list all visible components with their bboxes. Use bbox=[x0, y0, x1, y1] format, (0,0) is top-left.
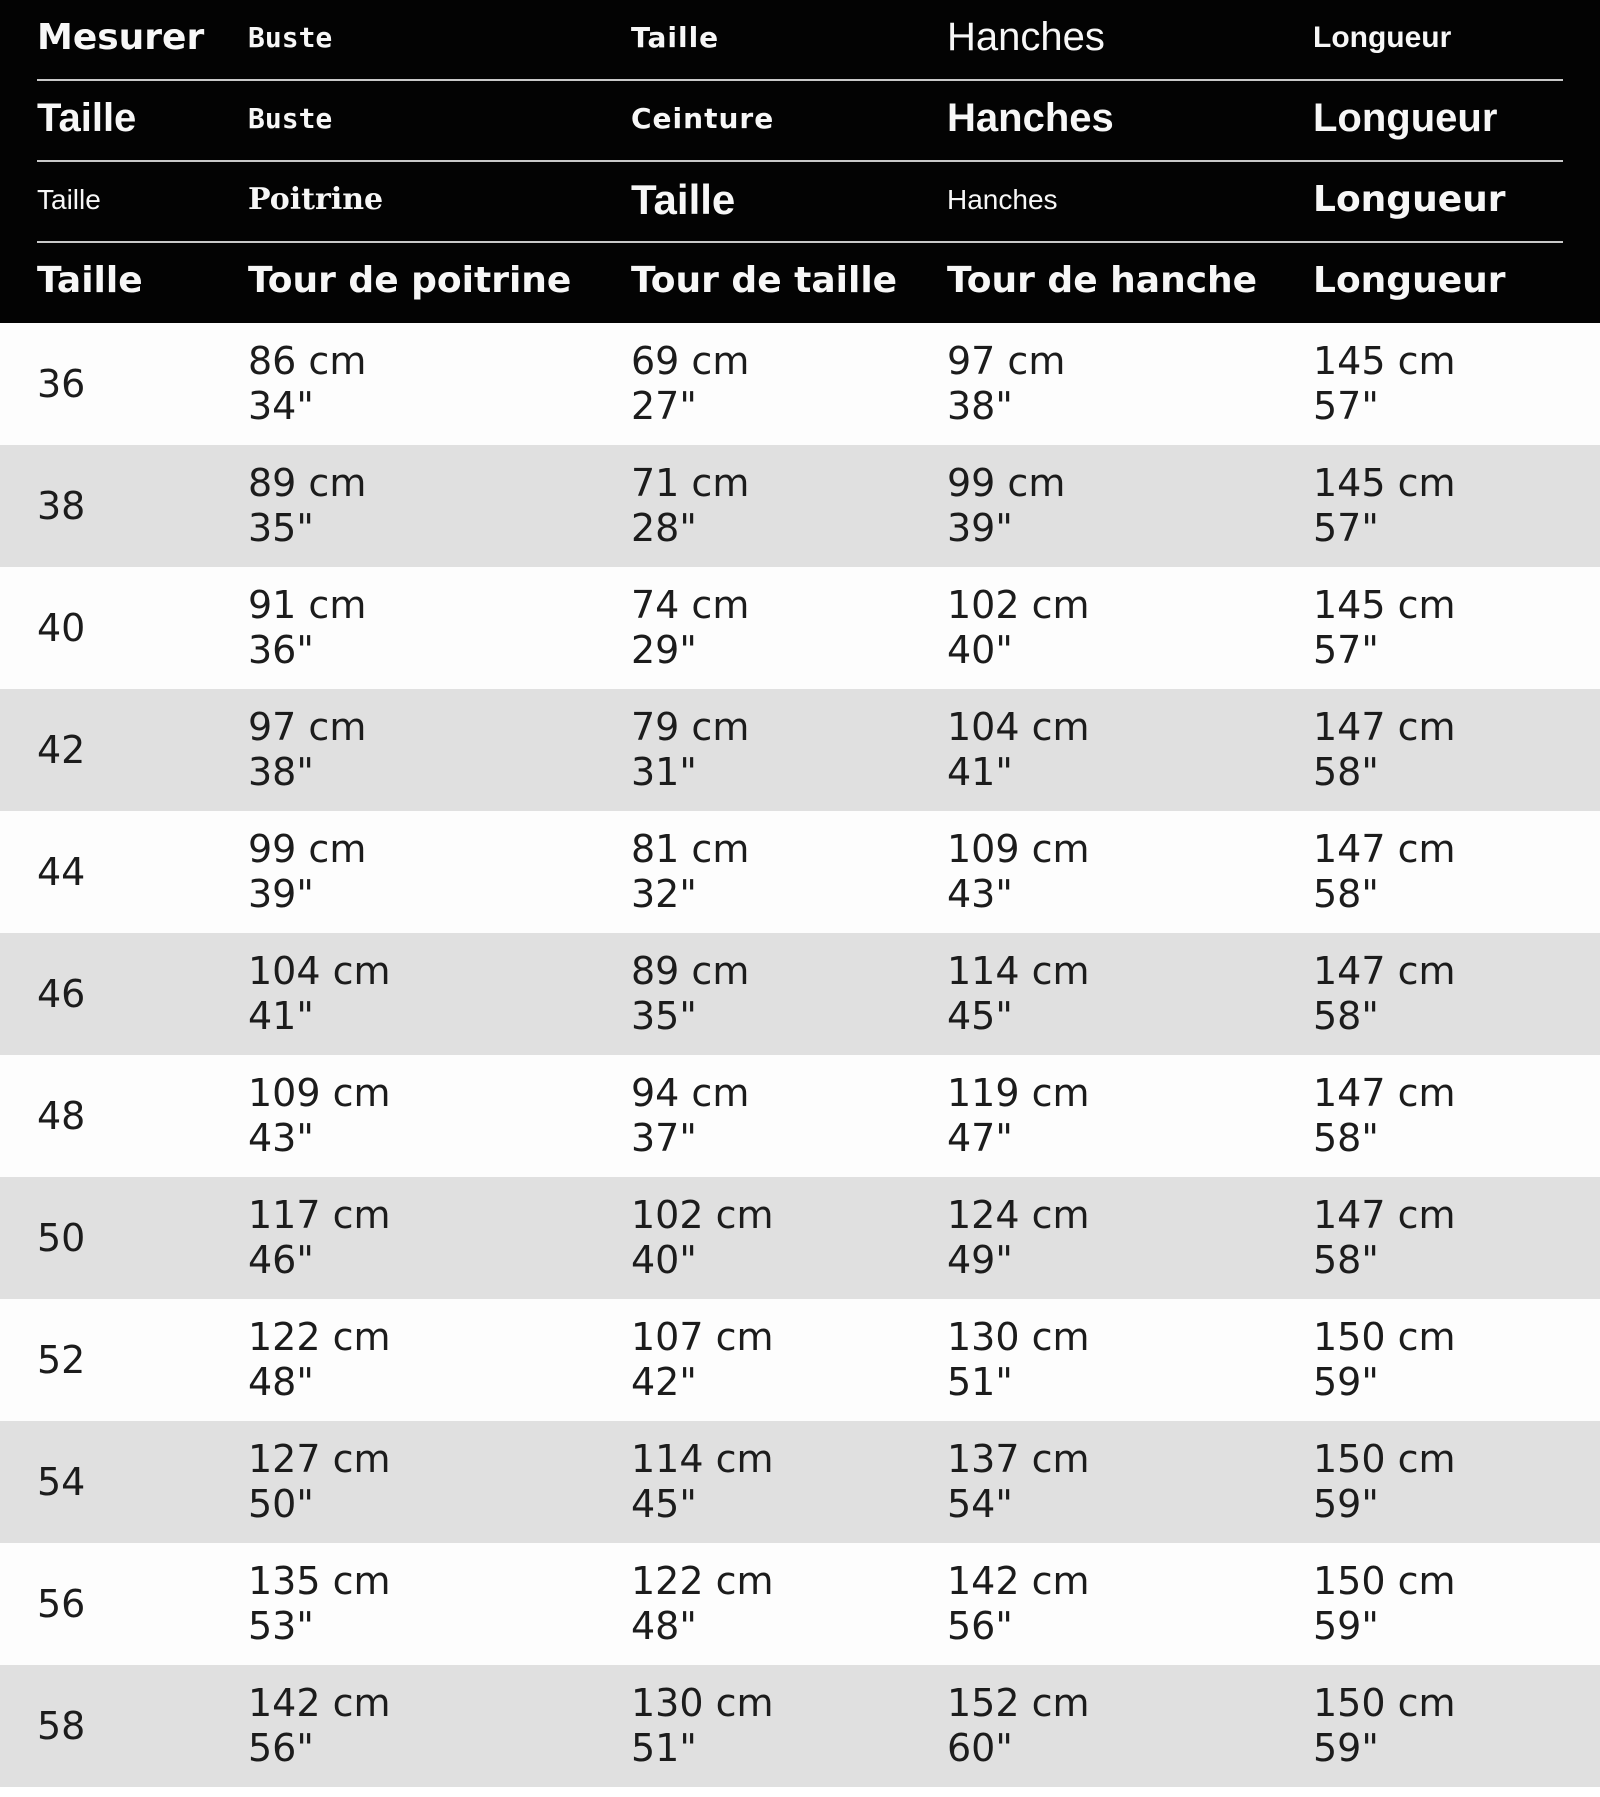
bust-cm: 127 cm bbox=[248, 1437, 391, 1481]
bust-cell bbox=[248, 583, 366, 673]
length-in: 58" bbox=[1313, 872, 1379, 916]
length-cell bbox=[1313, 1437, 1456, 1527]
length-cm: 147 cm bbox=[1313, 1193, 1456, 1237]
header-row-3 bbox=[0, 162, 1600, 243]
bust-cm: 109 cm bbox=[248, 1071, 391, 1115]
size-cell: 40 bbox=[37, 606, 86, 650]
length-cm: 150 cm bbox=[1313, 1437, 1456, 1481]
table-row bbox=[0, 1299, 1600, 1421]
hip-cm: 142 cm bbox=[947, 1559, 1090, 1603]
bust-cm: 86 cm bbox=[248, 339, 367, 383]
header-cell: Buste bbox=[248, 21, 333, 54]
hip-cm: 124 cm bbox=[947, 1193, 1090, 1237]
hip-cm: 137 cm bbox=[947, 1437, 1090, 1481]
bust-in: 43" bbox=[248, 1116, 314, 1160]
header-cell: Longueur bbox=[1313, 20, 1452, 54]
length-in: 57" bbox=[1313, 628, 1379, 672]
waist-cell bbox=[631, 1681, 774, 1771]
bust-cell bbox=[248, 1071, 391, 1161]
bust-cell bbox=[248, 949, 391, 1039]
waist-cm: 69 cm bbox=[631, 339, 750, 383]
length-cell bbox=[1313, 1315, 1456, 1405]
bust-cm: 99 cm bbox=[248, 827, 367, 871]
header-cell: Longueur bbox=[1313, 179, 1506, 220]
header-cell: Hanches bbox=[947, 96, 1114, 140]
length-cm: 147 cm bbox=[1313, 827, 1456, 871]
header-cell: Ceinture bbox=[631, 102, 775, 135]
header-row-2 bbox=[0, 81, 1600, 162]
hip-in: 56" bbox=[947, 1604, 1013, 1648]
table-row bbox=[0, 567, 1600, 689]
hip-in: 39" bbox=[947, 506, 1013, 550]
hip-in: 43" bbox=[947, 872, 1013, 916]
table-row bbox=[0, 445, 1600, 567]
waist-cm: 79 cm bbox=[631, 705, 750, 749]
size-cell: 52 bbox=[37, 1338, 86, 1382]
length-cm: 145 cm bbox=[1313, 461, 1456, 505]
size-cell: 58 bbox=[37, 1704, 86, 1748]
header-cell: Taille bbox=[37, 96, 137, 140]
bust-cm: 142 cm bbox=[248, 1681, 391, 1725]
hip-in: 49" bbox=[947, 1238, 1013, 1282]
size-cell: 54 bbox=[37, 1460, 86, 1504]
header-cell: Hanches bbox=[947, 183, 1058, 215]
length-cell bbox=[1313, 461, 1456, 551]
length-cm: 147 cm bbox=[1313, 949, 1456, 993]
bust-in: 34" bbox=[248, 384, 314, 428]
length-in: 57" bbox=[1313, 506, 1379, 550]
bust-in: 35" bbox=[248, 506, 314, 550]
header-cell: Longueur bbox=[1313, 96, 1498, 140]
bust-in: 56" bbox=[248, 1726, 314, 1770]
length-in: 59" bbox=[1313, 1726, 1379, 1770]
length-in: 58" bbox=[1313, 994, 1379, 1038]
waist-cell bbox=[631, 1071, 749, 1161]
bust-cell bbox=[248, 1559, 391, 1649]
hip-in: 41" bbox=[947, 750, 1013, 794]
hip-cm: 102 cm bbox=[947, 583, 1090, 627]
size-cell: 38 bbox=[37, 484, 86, 528]
bust-cm: 122 cm bbox=[248, 1315, 391, 1359]
header-cell: Taille bbox=[37, 260, 143, 301]
hip-in: 38" bbox=[947, 384, 1013, 428]
hip-cell bbox=[947, 461, 1065, 551]
table-row bbox=[0, 1543, 1600, 1665]
length-in: 59" bbox=[1313, 1482, 1379, 1526]
header-cell: Longueur bbox=[1313, 260, 1506, 301]
hip-cell bbox=[947, 949, 1090, 1039]
length-in: 58" bbox=[1313, 1116, 1379, 1160]
header-row-1 bbox=[0, 0, 1600, 81]
header-cell: Tour de taille bbox=[631, 260, 898, 301]
waist-cell bbox=[631, 827, 749, 917]
size-cell: 44 bbox=[37, 850, 86, 894]
header-cell: Hanches bbox=[947, 15, 1105, 59]
hip-cm: 109 cm bbox=[947, 827, 1090, 871]
hip-cm: 119 cm bbox=[947, 1071, 1090, 1115]
waist-cell bbox=[631, 1315, 774, 1405]
waist-cell bbox=[631, 461, 749, 551]
table-row bbox=[0, 323, 1600, 445]
waist-in: 31" bbox=[631, 750, 697, 794]
length-in: 58" bbox=[1313, 1238, 1379, 1282]
size-cell: 48 bbox=[37, 1094, 86, 1138]
hip-cell bbox=[947, 827, 1090, 917]
waist-cell bbox=[631, 339, 749, 429]
hip-cm: 152 cm bbox=[947, 1681, 1090, 1725]
hip-cell bbox=[947, 1071, 1090, 1161]
hip-cell bbox=[947, 1681, 1090, 1771]
waist-in: 51" bbox=[631, 1726, 697, 1770]
waist-in: 35" bbox=[631, 994, 697, 1038]
hip-cell bbox=[947, 1315, 1090, 1405]
bust-cell bbox=[248, 1681, 391, 1771]
waist-in: 48" bbox=[631, 1604, 697, 1648]
bust-in: 41" bbox=[248, 994, 314, 1038]
length-cell bbox=[1313, 1193, 1456, 1283]
length-cm: 150 cm bbox=[1313, 1559, 1456, 1603]
hip-cm: 97 cm bbox=[947, 339, 1066, 383]
header-cell: Taille bbox=[37, 183, 101, 215]
header-cell: Tour de poitrine bbox=[248, 260, 572, 301]
header-cell: Taille bbox=[631, 175, 736, 223]
hip-in: 54" bbox=[947, 1482, 1013, 1526]
table-row bbox=[0, 933, 1600, 1055]
table-body bbox=[0, 323, 1600, 1787]
waist-cm: 71 cm bbox=[631, 461, 750, 505]
length-in: 58" bbox=[1313, 750, 1379, 794]
waist-cm: 81 cm bbox=[631, 827, 750, 871]
waist-in: 37" bbox=[631, 1116, 697, 1160]
hip-cell bbox=[947, 583, 1090, 673]
hip-cm: 130 cm bbox=[947, 1315, 1090, 1359]
waist-cell bbox=[631, 583, 749, 673]
bust-cell bbox=[248, 827, 366, 917]
hip-in: 40" bbox=[947, 628, 1013, 672]
size-cell: 56 bbox=[37, 1582, 86, 1626]
waist-cm: 122 cm bbox=[631, 1559, 774, 1603]
header-cell: Mesurer bbox=[37, 17, 205, 58]
hip-in: 60" bbox=[947, 1726, 1013, 1770]
table-row bbox=[0, 1421, 1600, 1543]
waist-in: 45" bbox=[631, 1482, 697, 1526]
bust-cell bbox=[248, 339, 366, 429]
length-cell bbox=[1313, 949, 1456, 1039]
waist-cm: 107 cm bbox=[631, 1315, 774, 1359]
bust-in: 48" bbox=[248, 1360, 314, 1404]
header-cell: Buste bbox=[248, 102, 333, 135]
length-cell bbox=[1313, 583, 1456, 673]
bust-cm: 104 cm bbox=[248, 949, 391, 993]
size-cell: 50 bbox=[37, 1216, 86, 1260]
length-cell bbox=[1313, 827, 1456, 917]
waist-cm: 94 cm bbox=[631, 1071, 750, 1115]
waist-cm: 114 cm bbox=[631, 1437, 774, 1481]
length-cm: 150 cm bbox=[1313, 1681, 1456, 1725]
bust-in: 46" bbox=[248, 1238, 314, 1282]
hip-in: 51" bbox=[947, 1360, 1013, 1404]
length-cm: 145 cm bbox=[1313, 339, 1456, 383]
header-cell: Taille bbox=[631, 21, 720, 54]
bust-in: 50" bbox=[248, 1482, 314, 1526]
table-row bbox=[0, 811, 1600, 933]
waist-cell bbox=[631, 1559, 774, 1649]
header-row-4 bbox=[0, 243, 1600, 324]
length-in: 59" bbox=[1313, 1360, 1379, 1404]
table-row bbox=[0, 1665, 1600, 1787]
bust-cell bbox=[248, 705, 366, 795]
waist-in: 40" bbox=[631, 1238, 697, 1282]
waist-cm: 89 cm bbox=[631, 949, 750, 993]
bust-cm: 117 cm bbox=[248, 1193, 391, 1237]
waist-in: 29" bbox=[631, 628, 697, 672]
header-cell: Tour de hanche bbox=[947, 260, 1258, 301]
waist-cm: 74 cm bbox=[631, 583, 750, 627]
hip-in: 47" bbox=[947, 1116, 1013, 1160]
length-cell bbox=[1313, 1559, 1456, 1649]
waist-cell bbox=[631, 1437, 774, 1527]
bust-cell bbox=[248, 1193, 391, 1283]
waist-cell bbox=[631, 949, 749, 1039]
bust-cm: 89 cm bbox=[248, 461, 367, 505]
waist-cell bbox=[631, 1193, 774, 1283]
length-cm: 145 cm bbox=[1313, 583, 1456, 627]
hip-cm: 99 cm bbox=[947, 461, 1066, 505]
table-row bbox=[0, 1177, 1600, 1299]
length-cell bbox=[1313, 1681, 1456, 1771]
hip-cell bbox=[947, 339, 1065, 429]
size-cell: 42 bbox=[37, 728, 86, 772]
hip-cm: 114 cm bbox=[947, 949, 1090, 993]
length-cell bbox=[1313, 705, 1456, 795]
waist-in: 28" bbox=[631, 506, 697, 550]
bust-cm: 91 cm bbox=[248, 583, 367, 627]
bust-cell bbox=[248, 1437, 391, 1527]
length-cm: 147 cm bbox=[1313, 1071, 1456, 1115]
size-cell: 36 bbox=[37, 362, 86, 406]
waist-in: 27" bbox=[631, 384, 697, 428]
length-in: 57" bbox=[1313, 384, 1379, 428]
table-row bbox=[0, 1055, 1600, 1177]
hip-cell bbox=[947, 1437, 1090, 1527]
hip-in: 45" bbox=[947, 994, 1013, 1038]
bust-in: 38" bbox=[248, 750, 314, 794]
bust-in: 39" bbox=[248, 872, 314, 916]
bust-in: 36" bbox=[248, 628, 314, 672]
length-in: 59" bbox=[1313, 1604, 1379, 1648]
waist-in: 32" bbox=[631, 872, 697, 916]
bust-cm: 97 cm bbox=[248, 705, 367, 749]
waist-in: 42" bbox=[631, 1360, 697, 1404]
waist-cell bbox=[631, 705, 749, 795]
bust-cell bbox=[248, 461, 366, 551]
length-cm: 150 cm bbox=[1313, 1315, 1456, 1359]
header-cell: Poitrine bbox=[248, 182, 384, 217]
size-cell: 46 bbox=[37, 972, 86, 1016]
length-cell bbox=[1313, 1071, 1456, 1161]
bust-cm: 135 cm bbox=[248, 1559, 391, 1603]
hip-cell bbox=[947, 705, 1090, 795]
bust-cell bbox=[248, 1315, 391, 1405]
hip-cell bbox=[947, 1193, 1090, 1283]
hip-cm: 104 cm bbox=[947, 705, 1090, 749]
table-header bbox=[0, 0, 1600, 323]
waist-cm: 130 cm bbox=[631, 1681, 774, 1725]
waist-cm: 102 cm bbox=[631, 1193, 774, 1237]
table-row bbox=[0, 689, 1600, 811]
hip-cell bbox=[947, 1559, 1090, 1649]
length-cell bbox=[1313, 339, 1456, 429]
length-cm: 147 cm bbox=[1313, 705, 1456, 749]
bust-in: 53" bbox=[248, 1604, 314, 1648]
